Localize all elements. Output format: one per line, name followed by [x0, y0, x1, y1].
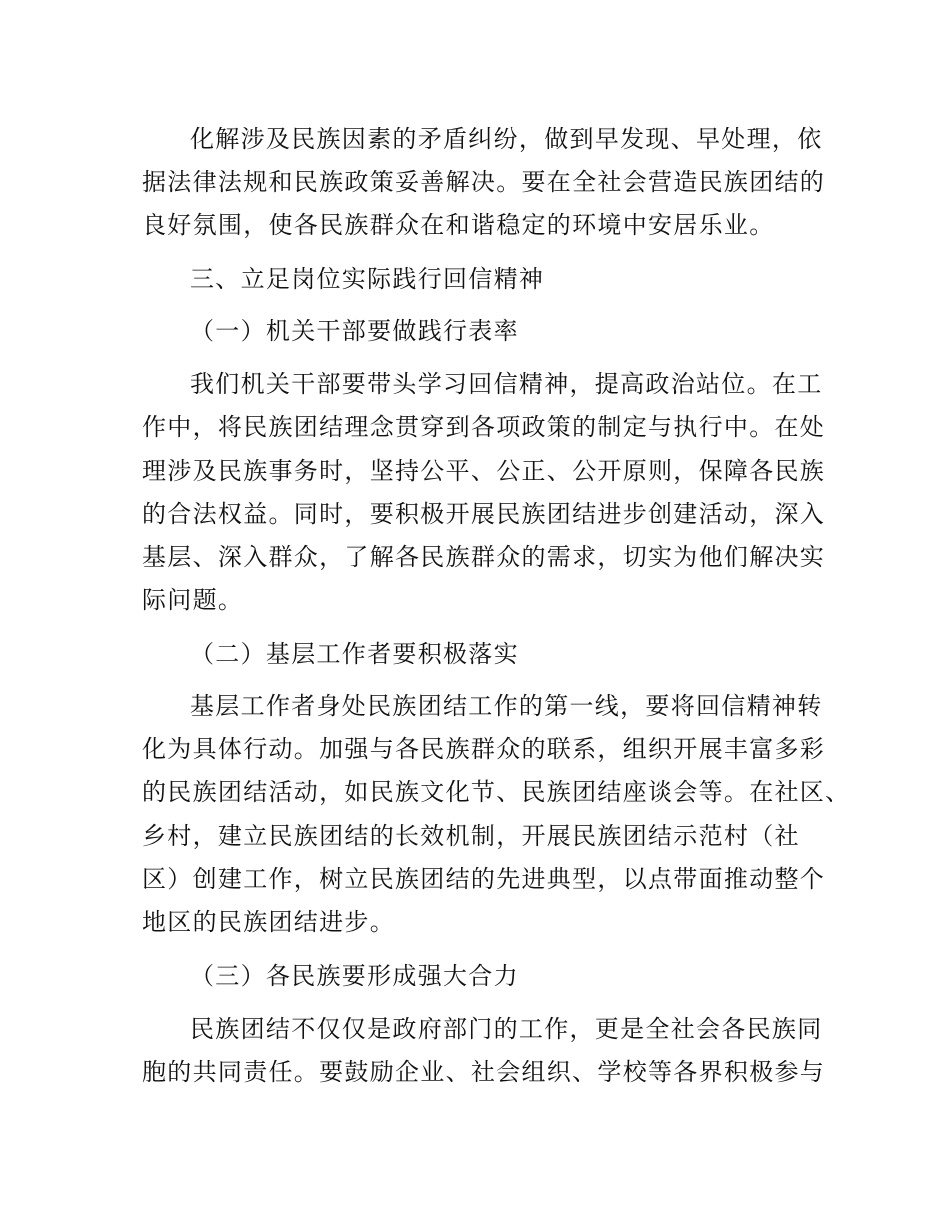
- paragraph-line: 地区的民族团结进步。: [142, 908, 395, 936]
- section-heading: 三、立足岗位实际践行回信精神: [190, 265, 545, 293]
- paragraph-line: 际问题。: [142, 586, 244, 614]
- subsection-heading: （二）基层工作者要积极落实: [190, 640, 519, 668]
- paragraph-line: 化解涉及民族因素的矛盾纠纷，做到早发现、早处理，依: [190, 125, 823, 153]
- paragraph-line: 胞的共同责任。要鼓励企业、社会组织、学校等各界积极参与: [142, 1058, 826, 1086]
- paragraph-line: 民族团结不仅仅是政府部门的工作，更是全社会各民族同: [190, 1015, 823, 1043]
- paragraph-line: 我们机关干部要带头学习回信精神，提高政治站位。在工: [190, 370, 823, 398]
- paragraph-line: 的合法权益。同时，要积极开展民族团结进步创建活动，深入: [142, 500, 826, 528]
- paragraph-line: 区）创建工作，树立民族团结的先进典型，以点带面推动整个: [142, 865, 826, 893]
- paragraph-line: 理涉及民族事务时，坚持公平、公正、公开原则，保障各民族: [142, 457, 826, 485]
- paragraph-line: 据法律法规和民族政策妥善解决。要在全社会营造民族团结的: [142, 168, 826, 196]
- paragraph-line: 的民族团结活动，如民族文化节、民族团结座谈会等。在社区、: [142, 778, 851, 806]
- paragraph-line: 基层工作者身处民族团结工作的第一线，要将回信精神转: [190, 692, 823, 720]
- paragraph-line: 基层、深入群众，了解各民族群众的需求，切实为他们解决实: [142, 543, 826, 571]
- paragraph-line: 化为具体行动。加强与各民族群众的联系，组织开展丰富多彩: [142, 735, 826, 763]
- paragraph-line: 乡村，建立民族团结的长效机制，开展民族团结示范村（社: [142, 822, 800, 850]
- subsection-heading: （三）各民族要形成强大合力: [190, 962, 519, 990]
- paragraph-line: 作中，将民族团结理念贯穿到各项政策的制定与执行中。在处: [142, 413, 826, 441]
- subsection-heading: （一）机关干部要做践行表率: [190, 317, 519, 345]
- paragraph-line: 良好氛围，使各民族群众在和谐稳定的环境中安居乐业。: [142, 211, 775, 239]
